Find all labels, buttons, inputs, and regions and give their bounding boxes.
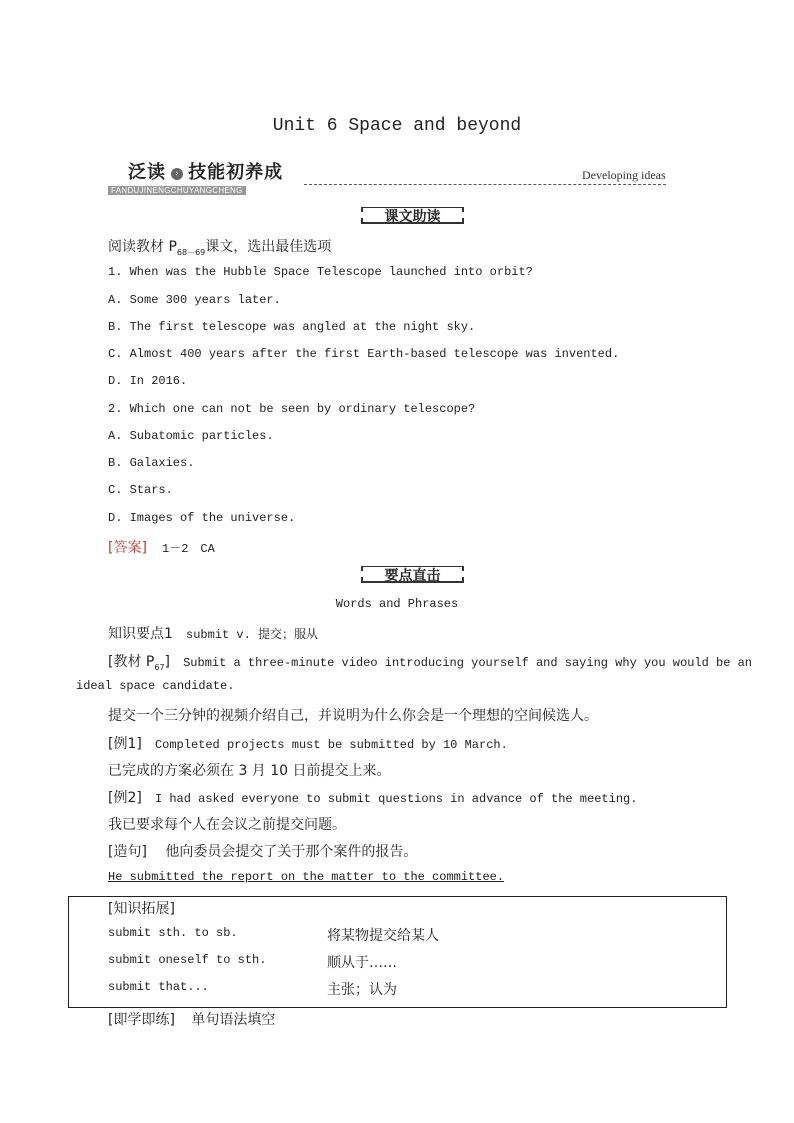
example-2 <box>108 787 637 807</box>
example-2-translation: 我已要求每个人在会议之前提交问题。 <box>108 817 346 833</box>
extension-meaning-1: 将某物提交给某人 <box>327 928 439 944</box>
textbook-translation: 提交一个三分钟的视频介绍自己，并说明为什么你会是一个理想的空间候选人。 <box>108 708 598 724</box>
words-phrases-subheading: Words and Phrases <box>335 597 459 611</box>
extension-phrase-1: submit sth. to sb. <box>108 926 238 940</box>
example-2-label: [例2] <box>108 790 142 806</box>
example-1 <box>108 733 508 753</box>
q1-option-c: C. Almost 400 years after the first Earth-based telescope was invented. <box>108 347 620 361</box>
question-2: 2. Which one can not be seen by ordinary telescope? <box>108 402 476 416</box>
q1-option-d: D. In 2016. <box>108 374 188 388</box>
arrow-right-icon: › <box>171 168 183 180</box>
question-1: 1. When was the Hubble Space Telescope launched into orbit? <box>108 265 533 279</box>
q1-option-a: A. Some 300 years later. <box>108 293 281 307</box>
practice-label: [即学即练] <box>108 1012 175 1028</box>
section-heading-box-2 <box>361 566 464 583</box>
developing-ideas-label: Developing ideas <box>582 168 666 182</box>
section-heading-2: 要点直击 <box>384 568 441 584</box>
example-1-label: [例1] <box>108 736 142 752</box>
q2-option-d: D. Images of the universe. <box>108 511 296 525</box>
textbook-sentence-line-1: [教材 $P_{67}$] Submit a three-minute video introducing yourself and saying why you would be an <box>108 654 753 672</box>
extension-phrase-2: submit oneself to sth. <box>108 953 267 967</box>
extension-meaning-2: 顺从于…… <box>327 955 397 971</box>
answer-line <box>108 537 215 557</box>
brand-pinyin: FANDUJINENGCHUYANGCHENG <box>108 186 246 195</box>
knowledge-point-1 <box>108 623 318 643</box>
make-sentence <box>108 841 417 861</box>
example-1-sentence: Completed projects must be submitted by 10 March. <box>154 738 508 752</box>
brand-section: 技能初养成 <box>188 162 284 183</box>
brand-pinyin-strip <box>108 178 246 197</box>
unit-title: Unit 6 Space and beyond <box>272 116 522 136</box>
example-2-sentence: I had asked everyone to submit questions in advance of the meeting. <box>154 792 638 806</box>
point-word: submit v. 提交；服从 <box>186 628 319 642</box>
textbook-sentence-line-2: ideal space candidate. <box>76 679 235 693</box>
section-heading: 课文助读 <box>384 209 441 225</box>
answer-label: [答案] <box>108 540 147 556</box>
answer-value: 1－2 CA <box>162 542 215 556</box>
textbook-label: [教材 $P_{67}$] <box>108 654 171 672</box>
section-heading-box <box>361 207 464 224</box>
q2-option-a: A. Subatomic particles. <box>108 429 274 443</box>
extension-phrase-3: submit that... <box>108 980 209 994</box>
extension-meaning-3: 主张；认为 <box>327 982 397 998</box>
make-sentence-label: [造句] <box>108 844 147 860</box>
practice-heading <box>108 1009 275 1029</box>
reading-instruction: 阅读教材 $P_{68-69}$课文，选出最佳选项 <box>108 239 332 257</box>
brand-main: 泛读 <box>128 162 166 183</box>
make-sentence-prompt: 他向委员会提交了关于那个案件的报告。 <box>165 844 418 860</box>
header-dashed-rule <box>304 184 666 185</box>
make-sentence-answer: He submitted the report on the matter to the committee. <box>108 870 505 884</box>
q1-option-b: B. The first telescope was angled at the night sky. <box>108 320 476 334</box>
practice-title: 单句语法填空 <box>191 1012 276 1028</box>
q2-option-b: B. Galaxies. <box>108 456 195 470</box>
q2-option-c: C. Stars. <box>108 483 173 497</box>
example-1-translation: 已完成的方案必须在 3 月 10 日前提交上来。 <box>108 763 391 779</box>
point-label: 知识要点1 <box>108 626 173 642</box>
extension-label: [知识拓展] <box>108 901 175 917</box>
